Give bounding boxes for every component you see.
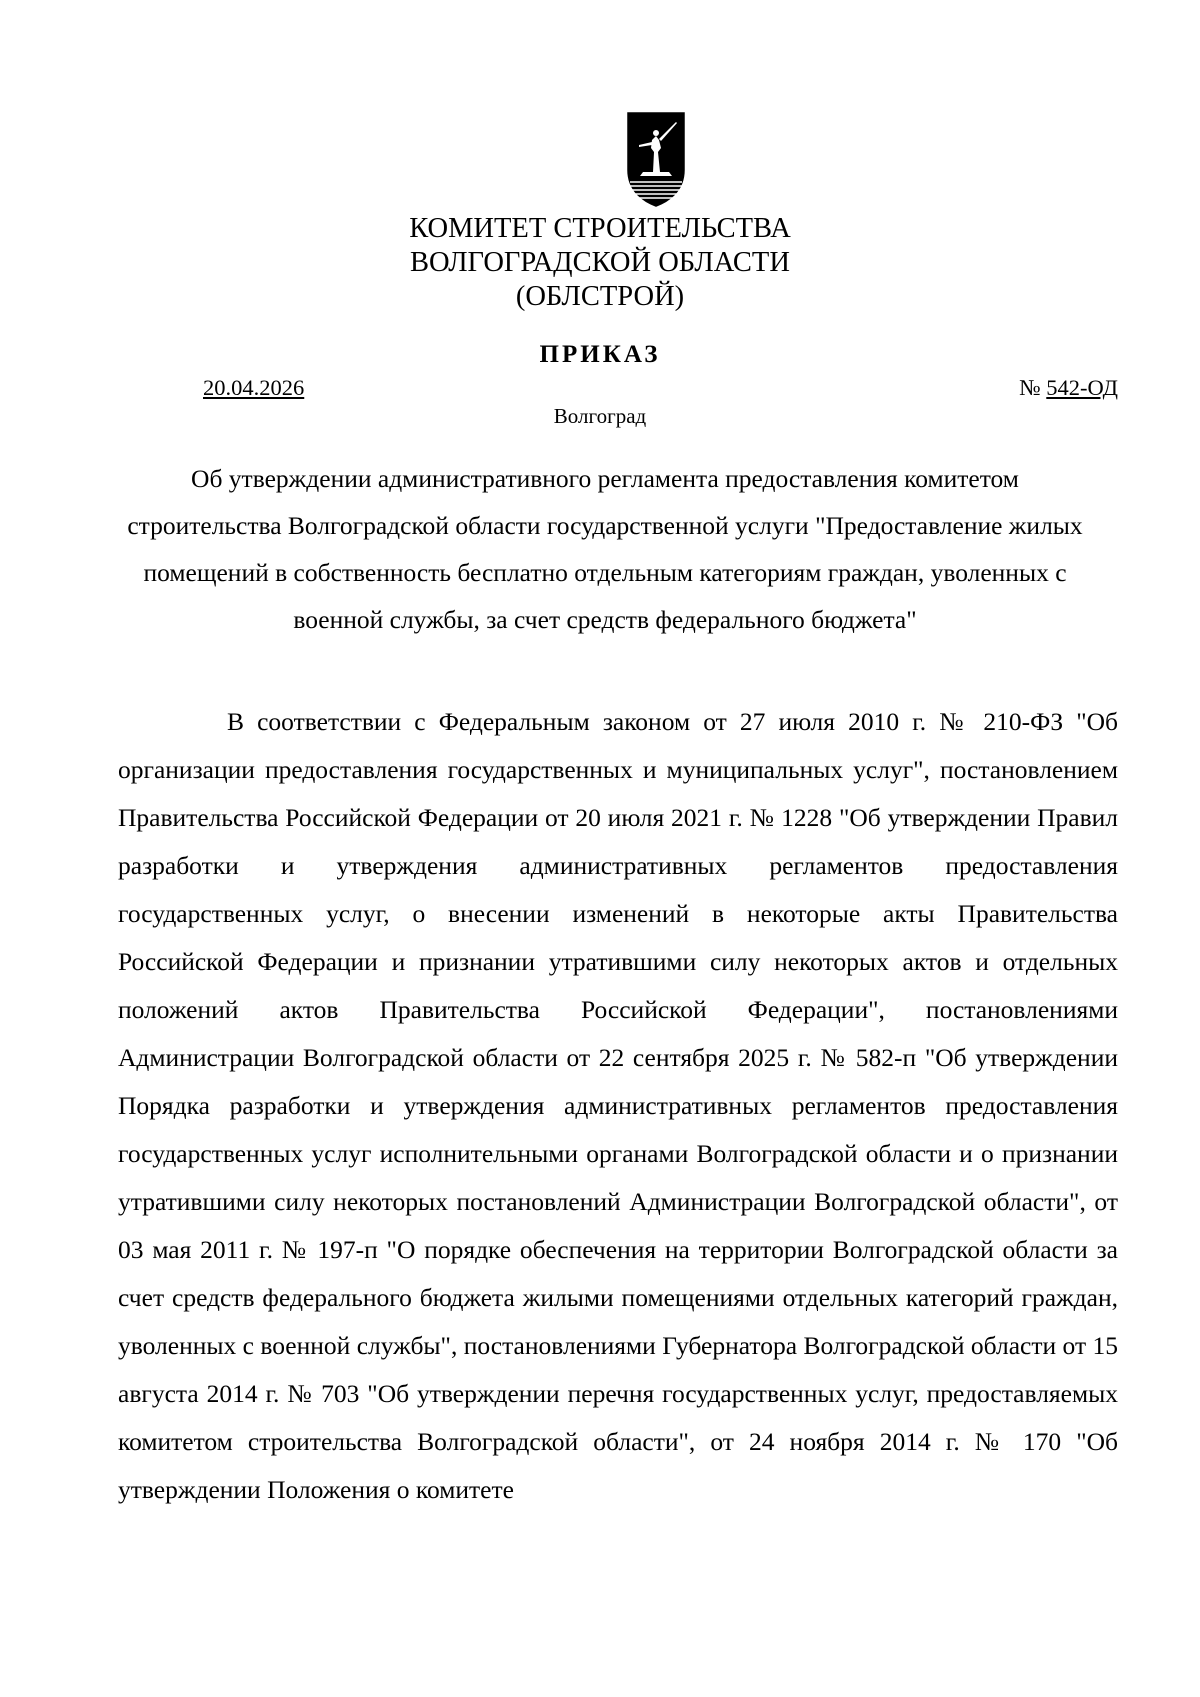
document-body-paragraph: В соответствии с Федеральным законом от 27 июля 2010 г. № 210-ФЗ "Об организации предоставления государственных и муниципальных услуг", постановлением Правительства Российской Федерации от 20 июля 2021 г. № 1228 "Об утверждении Правил разработки и утверждения административных регламентов предоставления государственных услуг, о внесении изменений в некоторые акты Правительства Российской Федерации и признании утратившими силу некоторых актов и отдельных положений актов Правительства Российской Федерации", постановлениями Администрации Волгоградской области от 22 сентября 2025 г. № 582-п "Об утверждении Порядка разработки и утверждения административных регламентов предоставления государственных услуг исполнительными органами Волгоградской области и о признании утратившими силу некоторых постановлений Администрации Волгоградской области", от 03 мая 2011 г. № 197-п "О порядке обеспечения на территории Волгоградской области за счет средств федерального бюджета жилыми помещениями отдельных категорий граждан, уволенных с военной службы", постановлениями Губернатора Волгоградской области от 15 августа 2014 г. № 703 "Об утверждении перечня государственных услуг, предоставляемых комитетом строительства Волгоградской области", от 24 ноября 2014 г. № 170 "Об утверждении Положения о комитете xyxy=(118,707,1118,1504)
number-value: 542-ОД xyxy=(1046,375,1118,400)
org-name-line-2: ВОЛГОГРАДСКОЙ ОБЛАСТИ xyxy=(410,247,790,278)
document-subject: Об утверждении административного регламента предоставления комитетом строительства Волгоградской области государственной услуги "Предоставление жилых помещений в собственность бесплатно отдельным категориям граждан, уволенных с военной службы, за счет средств федерального бюджета" xyxy=(127,464,1083,634)
document-date: 20.04.2026 xyxy=(203,375,305,400)
number-sign: № xyxy=(1019,375,1041,400)
document-number xyxy=(1019,373,1118,403)
organization-header xyxy=(0,212,1200,314)
coat-of-arms-icon xyxy=(627,112,685,207)
org-name-line-3: (ОБЛСТРОЙ) xyxy=(515,281,685,312)
document-type-title: ПРИКАЗ xyxy=(539,341,661,368)
document-place: Волгоград xyxy=(553,404,647,428)
org-name-line-1: КОМИТЕТ СТРОИТЕЛЬСТВА xyxy=(409,213,791,244)
